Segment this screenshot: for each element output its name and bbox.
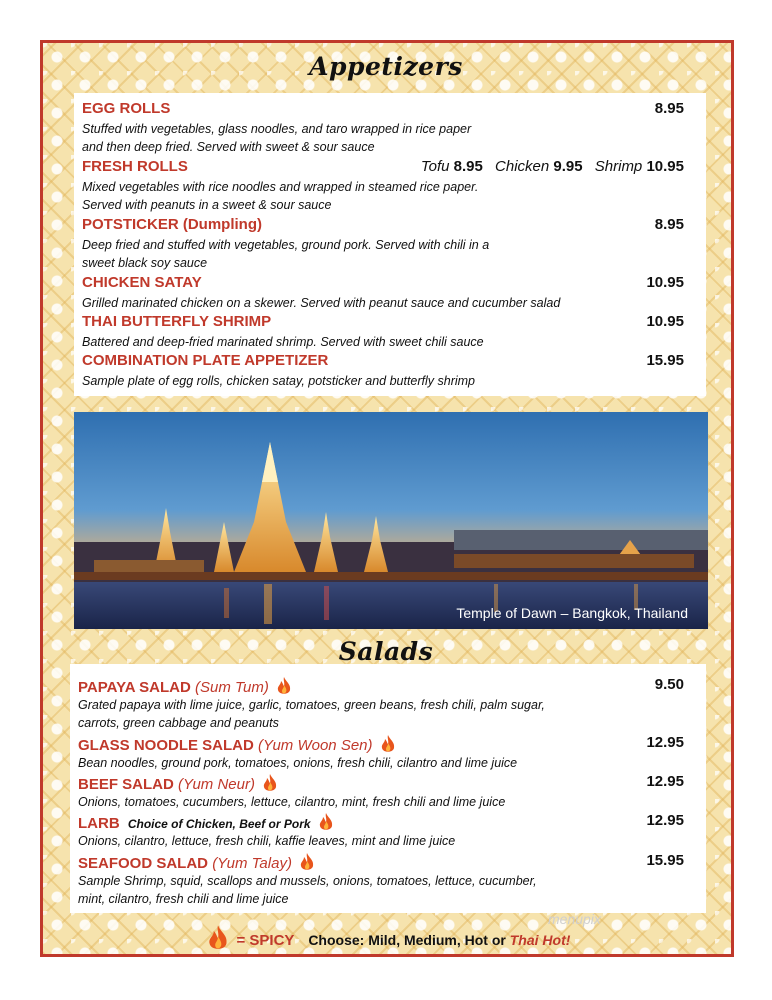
item-description-line: Bean noodles, ground pork, tomatoes, onions, fresh chili, cilantro and lime juice — [78, 756, 518, 770]
item-name: POTSTICKER (Dumpling) — [82, 216, 262, 233]
item-name-text: LARB — [78, 815, 120, 832]
option-label: Chicken — [495, 158, 550, 175]
item-description-line: Served with peanuts in a sweet & sour sauce — [82, 198, 332, 212]
item-name-text: GLASS NOODLE SALAD — [78, 737, 254, 754]
item-name: THAI BUTTERFLY SHRIMP — [82, 313, 272, 330]
option-label: Tofu — [420, 158, 450, 175]
item-thai-name: (Yum Neur) — [178, 776, 255, 793]
option-price: 10.95 — [646, 158, 684, 175]
watermark: menupix — [548, 911, 601, 927]
item-description-line: carrots, green cabbage and peanuts — [78, 716, 279, 730]
item-thai-name: (Sum Tum) — [194, 679, 269, 696]
item-price: 15.95 — [646, 852, 684, 869]
temple-of-dawn-illustration — [74, 412, 708, 629]
item-description-line: Grated papaya with lime juice, garlic, tomatoes, green beans, fresh chili, palm sugar, — [78, 698, 545, 712]
option-label: Shrimp — [594, 158, 643, 175]
flame-icon — [205, 924, 231, 952]
appetizers-heading: Appetizers — [309, 52, 463, 81]
item-description-line: Sample plate of egg rolls, chicken satay, potsticker and butterfly shrimp — [82, 374, 476, 388]
option-price: 8.95 — [453, 158, 483, 175]
item-name-text: PAPAYA SALAD — [78, 679, 191, 696]
item-description-line: Sample Shrimp, squid, scallops and mussels, onions, tomatoes, lettuce, cucumber, — [78, 874, 537, 888]
temple-photo — [74, 412, 708, 629]
item-price: 10.95 — [646, 313, 684, 330]
item-description-line: Onions, cilantro, lettuce, fresh chili, kaffie leaves, mint and lime juice — [78, 834, 456, 848]
item-description-line: mint, cilantro, fresh chili and lime juice — [78, 892, 289, 906]
spicy-label: = SPICY — [236, 932, 295, 949]
item-description-line: Mixed vegetables with rice noodles and wrapped in steamed rice paper. — [82, 180, 479, 194]
item-description-line: Grilled marinated chicken on a skewer. Served with peanut sauce and cucumber salad — [82, 296, 561, 310]
flame-icon — [380, 734, 396, 754]
item-options — [421, 158, 684, 175]
item-name — [78, 773, 278, 793]
item-name: COMBINATION PLATE APPETIZER — [82, 352, 329, 369]
item-name — [78, 676, 292, 696]
item-thai-name: (Yum Woon Sen) — [258, 737, 373, 754]
flame-icon — [276, 676, 292, 696]
item-description-line: Deep fried and stuffed with vegetables, ground pork. Served with chili in a — [82, 238, 490, 252]
item-description-line: sweet black soy sauce — [82, 256, 208, 270]
spice-level-choices: Choose: Mild, Medium, Hot or — [308, 932, 510, 948]
flame-icon — [299, 852, 315, 872]
item-name: FRESH ROLLS — [82, 158, 188, 175]
item-description-line: and then deep fried. Served with sweet & sour sauce — [82, 140, 375, 154]
spicy-legend — [0, 924, 772, 952]
photo-caption: Temple of Dawn – Bangkok, Thailand — [456, 605, 688, 621]
flame-icon — [262, 773, 278, 793]
item-name: CHICKEN SATAY — [82, 274, 202, 291]
item-name-text: BEEF SALAD — [78, 776, 174, 793]
item-price: 12.95 — [646, 812, 684, 829]
item-price: 15.95 — [646, 352, 684, 369]
salads-heading: Salads — [338, 637, 434, 666]
item-price: 8.95 — [654, 100, 684, 117]
option-price: 9.95 — [553, 158, 583, 175]
item-name-text: SEAFOOD SALAD — [78, 855, 209, 872]
item-choice-note: Choice of Chicken, Beef or Pork — [127, 817, 311, 831]
item-price: 12.95 — [646, 773, 684, 790]
item-description-line: Stuffed with vegetables, glass noodles, and taro wrapped in rice paper — [82, 122, 472, 136]
item-thai-name: (Yum Talay) — [212, 855, 292, 872]
item-description-line: Onions, tomatoes, cucumbers, lettuce, cilantro, mint, fresh chili and lime juice — [78, 795, 506, 809]
flame-icon — [318, 812, 334, 832]
item-name — [78, 734, 396, 754]
item-name — [78, 812, 334, 832]
item-price: 12.95 — [646, 734, 684, 751]
item-price: 10.95 — [646, 274, 684, 291]
item-description-line: Battered and deep-fried marinated shrimp. Served with sweet chili sauce — [82, 335, 484, 349]
item-price: 9.50 — [654, 676, 684, 693]
item-name — [78, 852, 315, 872]
item-price: 8.95 — [654, 216, 684, 233]
item-name: EGG ROLLS — [82, 100, 171, 117]
thai-hot-label: Thai Hot! — [509, 932, 571, 948]
